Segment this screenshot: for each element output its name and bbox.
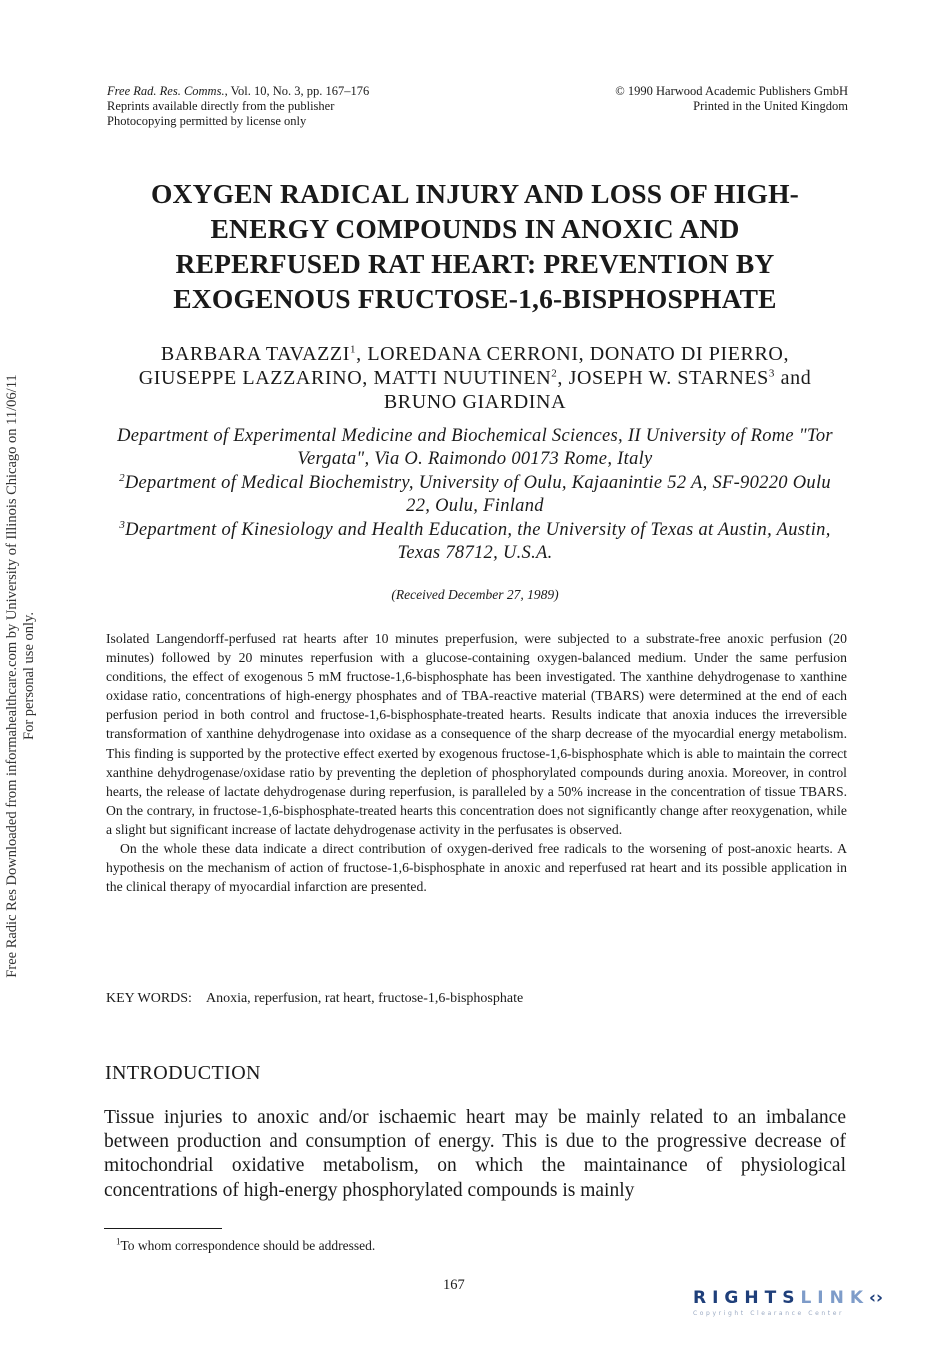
authors-line-2 — [100, 366, 850, 390]
title-line-1: OXYGEN RADICAL INJURY AND LOSS OF HIGH- — [150, 178, 800, 209]
author-conjunction: and — [775, 367, 812, 389]
logo-subtitle: Copyright Clearance Center — [693, 1310, 845, 1317]
journal-name: Free Rad. Res. Comms. — [107, 84, 225, 98]
title-line-3: REPERFUSED RAT HEART: PREVENTION BY — [175, 248, 775, 279]
footnote-rule — [104, 1228, 222, 1229]
printed-note: Printed in the United Kingdom — [693, 99, 848, 113]
header-left — [107, 84, 369, 129]
abstract — [106, 629, 847, 896]
author-names: , LOREDANA CERRONI, DONATO DI PIERRO, — [356, 343, 790, 365]
affiliations — [110, 425, 840, 566]
sidebar-line-1: Free Radic Res Downloaded from informahealthcare.com by University of Illinois Chicago on 11/06/11 — [4, 374, 20, 978]
rightslink-wordmark — [693, 1288, 929, 1308]
authors-line-1 — [100, 342, 850, 366]
abstract-paragraph-1: Isolated Langendorff-perfused rat hearts after 10 minutes preperfusion, were subjected to a substrate-free anoxic perfusion (20 minutes) followed by 20 minutes reperfusion with a glucose-containing oxygen-balanced medium. Under the same perfusion conditions, the effect of exogenous 5 mM fructose-1,6-bisphosphate has been investigated. The xanthine dehydrogenase to xanthine oxidase ratio, concentrations of high-energy phosphates and of TBA-reactive material (TBARS) were determined at the end of each perfusion period in both control and fructose-1,6-bisphosphate-treated hearts. Results indicate that anoxia induces the irreversible transformation of xanthine dehydrogenase into oxidase as a consequence of the sharp decrease of the myocardial energy metabolism. This finding is supported by the protective effect exerted by exogenous fructose-1,6-bisphosphate which is able to maintain the correct xanthine dehydrogenase/oxidase ratio by preventing the depletion of phosphorylated compounds during anoxia. Moreover, in control hearts, the release of lactate dehydrogenase during reperfusion, is paralleled by a 50% increase in the concentration of tissue TBARS. On the contrary, in fructose-1,6-bisphosphate-treated hearts this concentration does not significantly change after reoxygenation, while a slight but significant increase of lactate dehydrogenase activity in the perfusates is observed. — [106, 631, 847, 837]
footnote-text: To whom correspondence should be addressed. — [120, 1238, 376, 1253]
affiliation-text: Department of Kinesiology and Health Education, the University of Texas at Austin, Austin, Texas 78712, U.S.A. — [125, 520, 831, 563]
affiliation-text: Department of Medical Biochemistry, University of Oulu, Kajaanintie 52 A, SF-90220 Oulu 22, Oulu, Finland — [124, 473, 831, 516]
introduction-paragraph: Tissue injuries to anoxic and/or ischaemic heart may be mainly related to an imbalance between production and consumption of energy. This is due to the progressive decrease of mitochondrial oxidative metabolism, on which the maintainance of physiological concentrations of high-energy phosphorylated compounds is mainly — [104, 1107, 846, 1201]
logo-text-dark: RIGHTS — [693, 1288, 801, 1308]
journal-volume: , Vol. 10, No. 3, pp. 167–176 — [224, 84, 370, 98]
title-line-4: EXOGENOUS FRUCTOSE-1,6-BISPHOSPHATE — [173, 283, 777, 314]
reprints-note: Reprints available directly from the publisher — [107, 99, 335, 113]
footnote-mark: 1 — [116, 1236, 121, 1247]
abstract-paragraph-2: On the whole these data indicate a direct contribution of oxygen-derived free radicals to the worsening of post-anoxic hearts. A hypothesis on the mechanism of action of fructose-1,6-bisphosphate in anoxic and reperfused rat heart and its possible application in the clinical therapy of myocardial infarction are presented. — [106, 841, 847, 895]
author-list — [100, 342, 850, 414]
author-name: , JOSEPH W. STARNES — [557, 367, 769, 389]
sidebar-line-2: For personal use only. — [20, 612, 37, 740]
author-affil-mark: 1 — [350, 343, 357, 356]
affiliation-3 — [110, 519, 840, 565]
author-names: GIUSEPPE LAZZARINO, MATTI NUUTINEN — [138, 367, 552, 389]
footnote — [116, 1237, 375, 1254]
rightslink-logo[interactable] — [693, 1288, 929, 1328]
page-number: 167 — [443, 1277, 465, 1293]
title-line-2: ENERGY COMPOUNDS IN ANOXIC AND — [210, 213, 740, 244]
affiliation-mark: 3 — [119, 518, 126, 531]
keywords — [106, 990, 523, 1008]
received-date: (Received December 27, 1989) — [391, 587, 559, 602]
section-heading-introduction: INTRODUCTION — [105, 1062, 261, 1084]
author-name: BARBARA TAVAZZI — [160, 343, 351, 365]
introduction-body — [104, 1106, 846, 1203]
download-sidebar — [4, 326, 50, 1026]
author-affil-mark: 2 — [551, 367, 558, 380]
affiliation-mark: 2 — [119, 471, 125, 484]
affiliation-2 — [110, 472, 840, 518]
logo-text-light: LINK — [800, 1288, 869, 1308]
affiliation-1: Department of Experimental Medicine and Biochemical Sciences, II University of Rome "Tor Vergata", Via O. Raimondo 00173 Rome, Italy — [117, 426, 833, 469]
keywords-text: Anoxia, reperfusion, rat heart, fructose-1,6-bisphosphate — [205, 991, 524, 1006]
journal-citation — [107, 84, 369, 99]
header-right — [615, 84, 848, 114]
logo-arrows-icon: ‹› — [869, 1288, 884, 1308]
copyright-note: © 1990 Harwood Academic Publishers GmbH — [615, 84, 848, 98]
authors-line-3: BRUNO GIARDINA — [383, 391, 567, 413]
author-affil-mark: 3 — [768, 367, 776, 380]
keywords-label: KEY WORDS: — [106, 991, 192, 1006]
photocopying-note: Photocopying permitted by license only — [107, 114, 307, 128]
paper-title — [100, 176, 850, 316]
